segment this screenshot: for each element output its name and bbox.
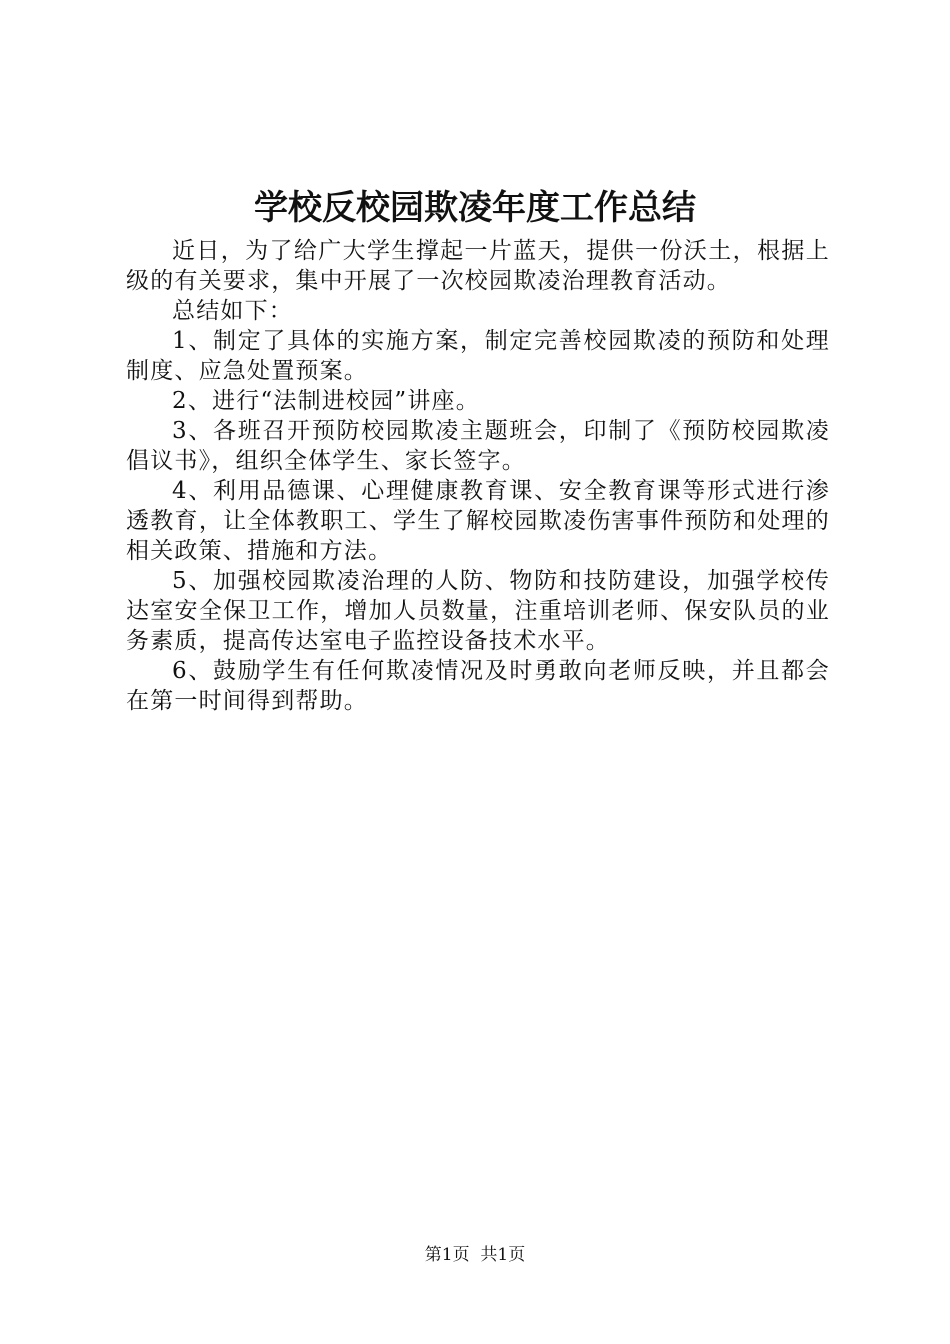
paragraph: 2、进行“法制进校园”讲座。 xyxy=(172,388,480,414)
paragraph: 近日，为了给广大学生撑起一片蓝天，提供一份沃土，根据上级的有关要求，集中开展了一次校园欺凌治理教育活动。 xyxy=(126,238,830,294)
paragraph: 总结如下： xyxy=(172,298,293,324)
page-total: 共1页 xyxy=(480,1245,526,1265)
paragraph: 5、加强校园欺凌治理的人防、物防和技防建设，加强学校传达室安全保卫工作，增加人员数量，注重培训老师、保安队员的业务素质，提高传达室电子监控设备技术水平。 xyxy=(126,568,830,654)
paragraph: 3、各班召开预防校园欺凌主题班会，印制了《预防校园欺凌倡议书》，组织全体学生、家长签字。 xyxy=(126,418,830,474)
document-body xyxy=(126,236,830,716)
page-footer xyxy=(0,1244,950,1266)
document-title: 学校反校园欺凌年度工作总结 xyxy=(254,188,696,228)
paragraph: 1、制定了具体的实施方案，制定完善校园欺凌的预防和处理制度、应急处置预案。 xyxy=(126,328,830,384)
page-number: 第1页 xyxy=(424,1245,470,1265)
paragraph: 4、利用品德课、心理健康教育课、安全教育课等形式进行渗透教育，让全体教职工、学生了解校园欺凌伤害事件预防和处理的相关政策、措施和方法。 xyxy=(126,478,830,564)
paragraph: 6、鼓励学生有任何欺凌情况及时勇敢向老师反映，并且都会在第一时间得到帮助。 xyxy=(126,658,830,714)
